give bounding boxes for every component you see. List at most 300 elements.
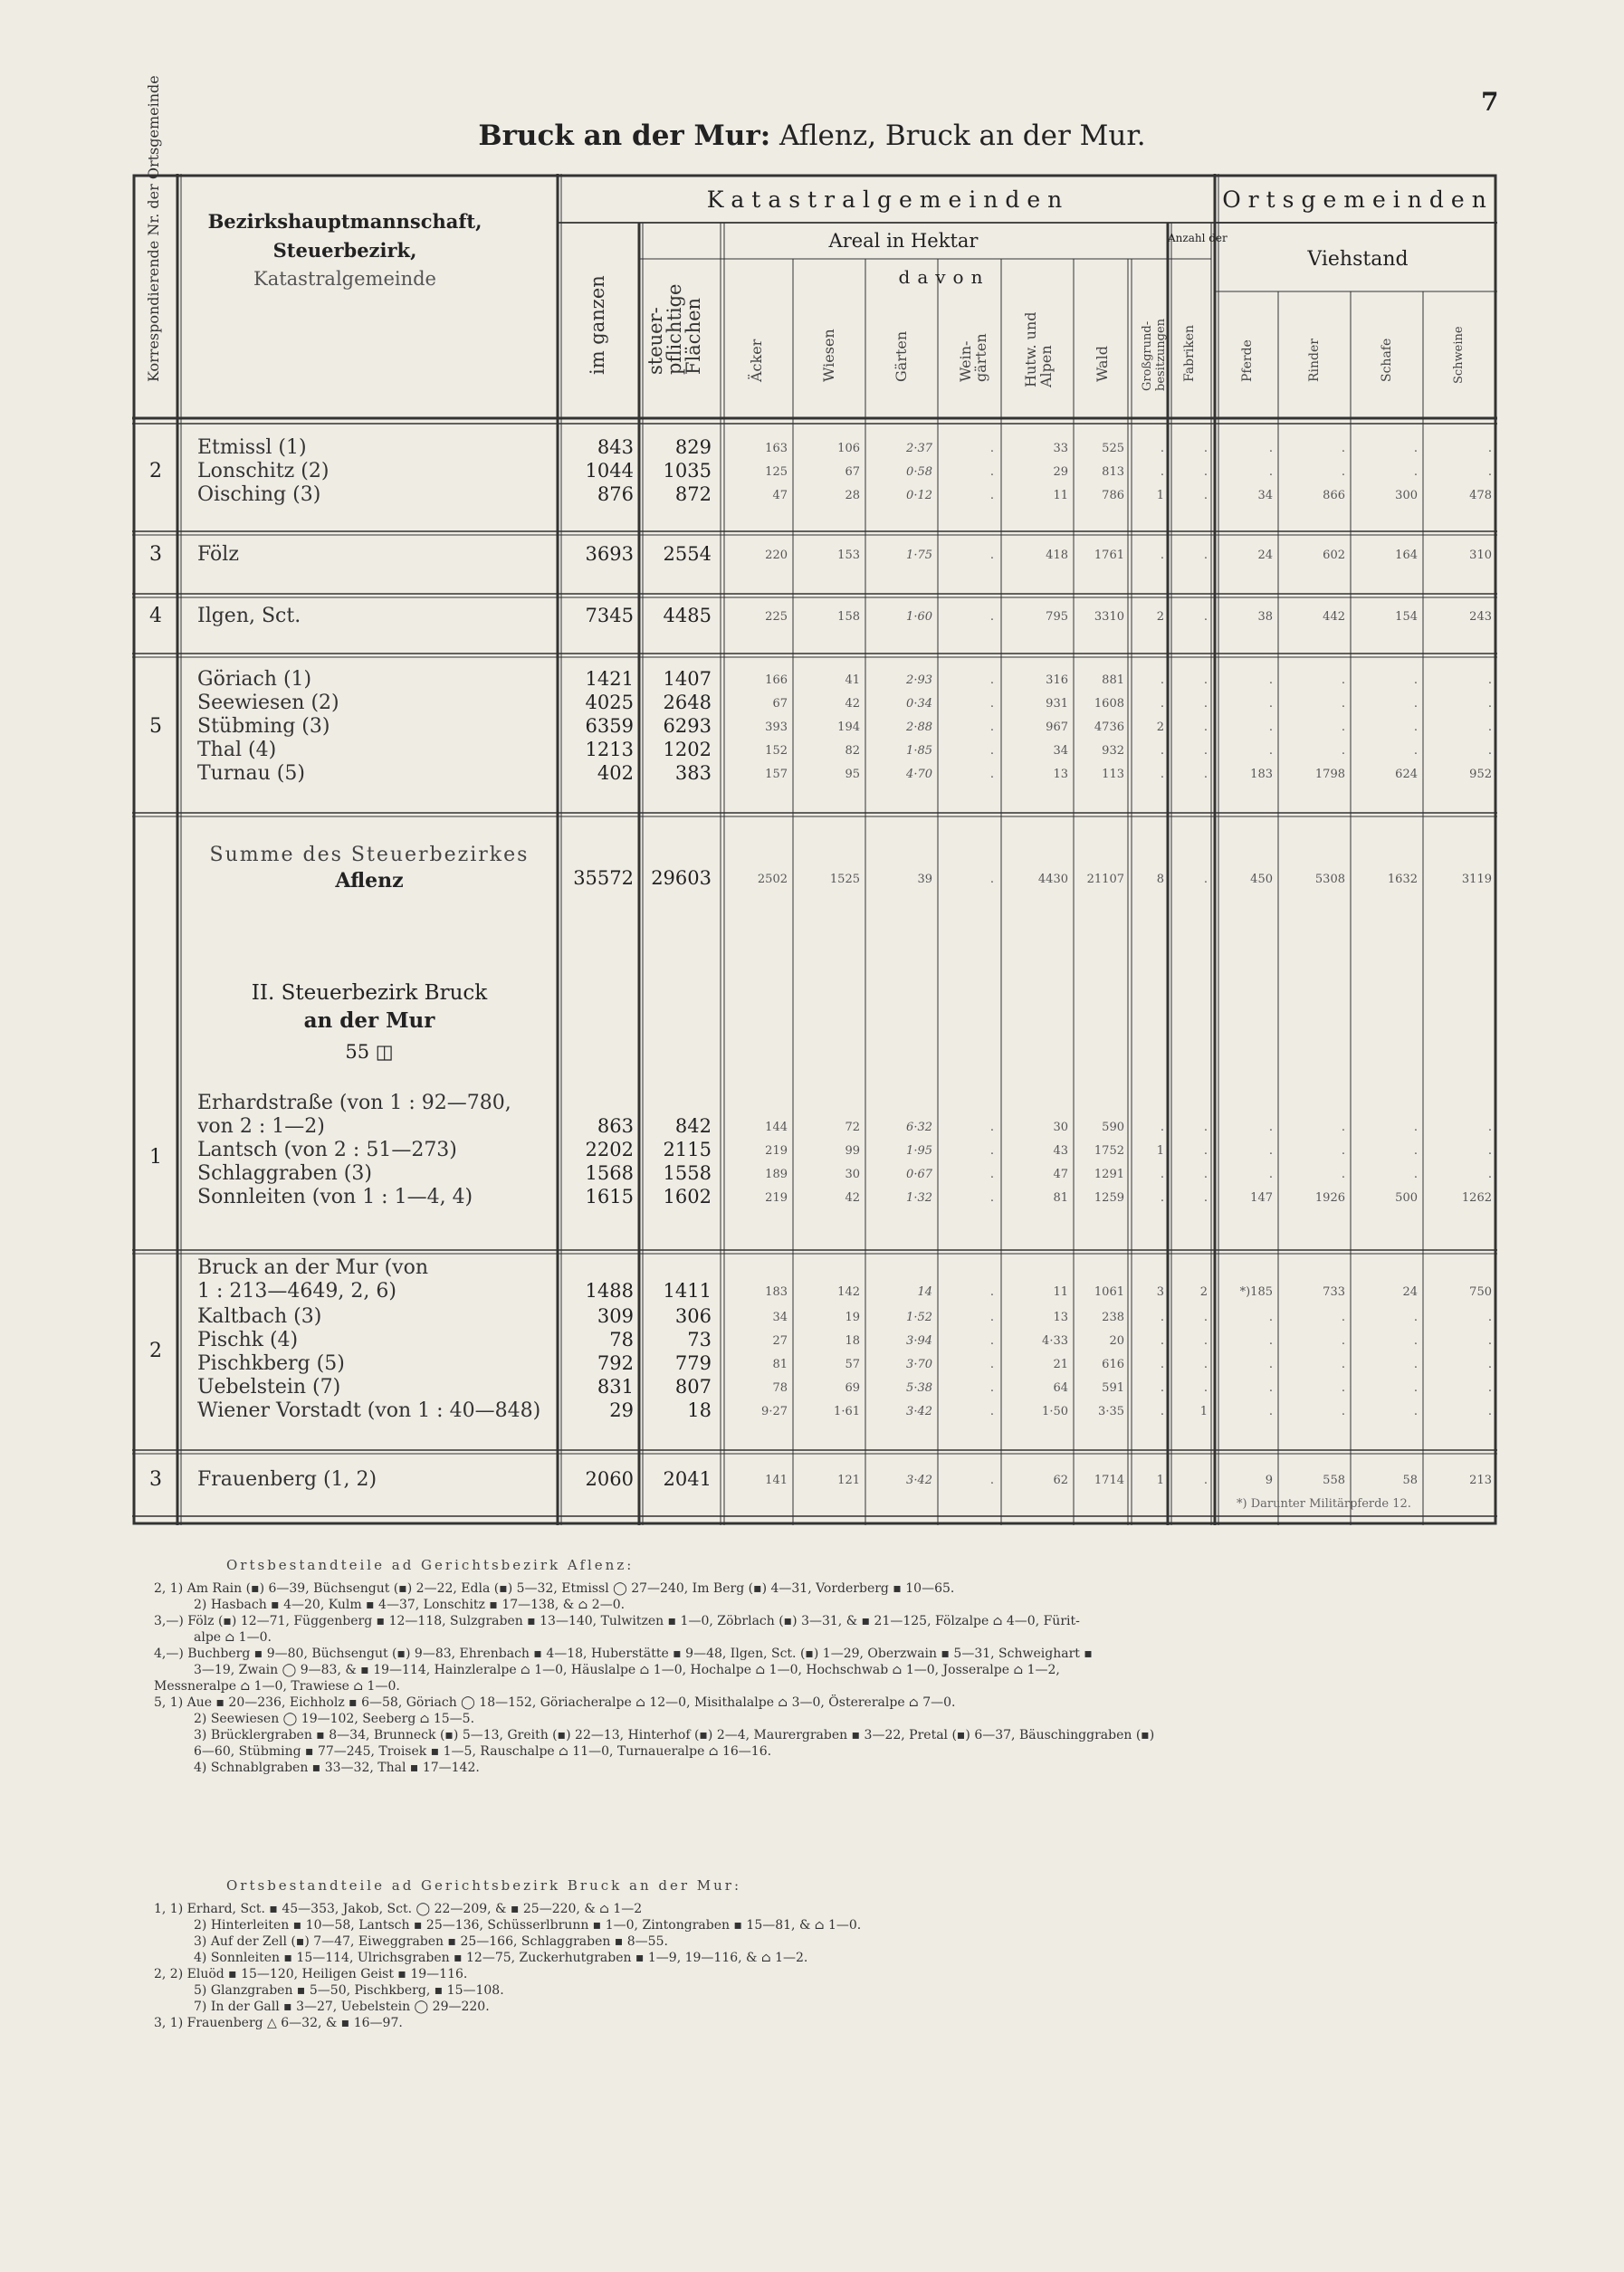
- table-cell: 306: [674, 1305, 712, 1327]
- table-cell: 1: [1156, 489, 1164, 502]
- table-cell: 2: [1156, 721, 1164, 734]
- table-cell: 9: [1265, 1474, 1273, 1487]
- summe-cell: 29603: [651, 867, 712, 889]
- col-header-fabriken: Fabriken: [1182, 324, 1197, 382]
- row-number: 3: [149, 1468, 162, 1491]
- table-cell: .: [1413, 1405, 1418, 1418]
- row-name: Erhardstraße (von 1 : 92—780,: [197, 1092, 511, 1114]
- table-cell: 2202: [585, 1139, 634, 1160]
- table-cell: 1558: [663, 1162, 712, 1184]
- table-cell: .: [1268, 697, 1273, 711]
- table-cell: 393: [765, 721, 788, 734]
- table-cell: .: [1413, 697, 1418, 711]
- table-cell: .: [1413, 1121, 1418, 1134]
- table-cell: 1·32: [906, 1191, 932, 1205]
- table-cell: 2648: [663, 692, 712, 713]
- table-cell: 34: [1257, 489, 1273, 502]
- row-name: Wiener Vorstadt (von 1 : 40—848): [197, 1399, 541, 1422]
- note-line: 2) Hasbach ▪ 4—20, Kulm ▪ 4—37, Lonschitz ▪ 17—138, & ⌂ 2—0.: [194, 1598, 626, 1612]
- table-cell: 3·70: [906, 1358, 932, 1371]
- row-name: 1 : 213—4649, 2, 6): [197, 1280, 396, 1303]
- summe-cell: .: [989, 873, 994, 886]
- table-cell: .: [989, 697, 994, 711]
- table-cell: .: [989, 721, 994, 734]
- table-cell: .: [1160, 465, 1164, 479]
- table-cell: 0·12: [906, 489, 932, 502]
- row-name: Ilgen, Sct.: [197, 605, 301, 627]
- row-name: Göriach (1): [197, 668, 312, 691]
- table-cell: 21: [1053, 1358, 1068, 1371]
- row-name: Etmissl (1): [197, 436, 307, 459]
- note-line: 1, 1) Erhard, Sct. ▪ 45—353, Jakob, Sct. ◯ 22—209, & ▪ 25—220, & ⌂ 1—2: [154, 1902, 643, 1916]
- table-cell: .: [1203, 1191, 1208, 1205]
- table-cell: 41: [845, 673, 860, 687]
- table-cell: .: [1203, 442, 1208, 455]
- table-cell: .: [1487, 697, 1492, 711]
- table-cell: 6293: [663, 715, 712, 737]
- table-cell: 1291: [1094, 1168, 1124, 1181]
- table-cell: .: [1487, 1405, 1492, 1418]
- table-cell: .: [1203, 465, 1208, 479]
- table-cell: .: [989, 1474, 994, 1487]
- table-cell: 14: [917, 1285, 932, 1299]
- summe-cell: 8: [1156, 873, 1164, 886]
- table-cell: .: [1268, 1311, 1273, 1324]
- table-cell: 1202: [663, 739, 712, 760]
- table-cell: 807: [674, 1376, 712, 1398]
- note-line: 2, 1) Am Rain (▪) 6—39, Büchsengut (▪) 2—22, Edla (▪) 5—32, Etmissl ◯ 27—240, Im Berg (▪) 4—31, Vorderberg ▪ 10—65.: [154, 1581, 955, 1596]
- table-cell: 876: [597, 483, 634, 505]
- table-cell: 11: [1053, 1285, 1068, 1299]
- table-cell: 1714: [1094, 1474, 1124, 1487]
- table-cell: .: [1413, 1168, 1418, 1181]
- table-cell: .: [1203, 744, 1208, 758]
- header-anzahl: Anzahl der: [1168, 232, 1228, 244]
- table-cell: 166: [765, 673, 788, 687]
- table-cell: .: [989, 1191, 994, 1205]
- table-cell: 142: [837, 1285, 860, 1299]
- table-cell: .: [1268, 1168, 1273, 1181]
- table-cell: 147: [1250, 1191, 1273, 1205]
- table-cell: 558: [1323, 1474, 1345, 1487]
- table-cell: .: [1413, 1311, 1418, 1324]
- table-cell: 750: [1469, 1285, 1492, 1299]
- note-line: 5, 1) Aue ▪ 20—236, Eichholz ▪ 6—58, Göriach ◯ 18—152, Göriacheralpe ⌂ 12—0, Misithalalpe ⌂ 3—0, Östereralpe ⌂ 7—0.: [154, 1695, 956, 1710]
- table-cell: 829: [674, 436, 712, 458]
- table-cell: .: [1203, 1144, 1208, 1158]
- table-cell: 141: [765, 1474, 788, 1487]
- table-cell: .: [1341, 1311, 1345, 1324]
- header-bezirk-line2: Steuerbezirk,: [272, 239, 417, 262]
- table-cell: 1259: [1094, 1191, 1124, 1205]
- table-cell: .: [1487, 1311, 1492, 1324]
- table-cell: .: [1487, 465, 1492, 479]
- table-cell: 29: [609, 1399, 634, 1421]
- row-name: Frauenberg (1, 2): [197, 1468, 377, 1491]
- table-cell: 11: [1053, 489, 1068, 502]
- table-cell: 2·37: [906, 442, 932, 455]
- table-cell: 64: [1053, 1381, 1068, 1395]
- footnote: *) Darunter Militärpferde 12.: [1237, 1497, 1411, 1511]
- table-cell: 78: [772, 1381, 788, 1395]
- row-name: Sonnleiten (von 1 : 1—4, 4): [197, 1186, 473, 1208]
- table-cell: 18: [845, 1334, 860, 1348]
- table-cell: 2060: [585, 1468, 634, 1490]
- summe-cell: .: [1203, 873, 1208, 886]
- table-cell: .: [989, 1311, 994, 1324]
- notes-bruck-lines: [154, 1901, 1494, 2031]
- table-cell: .: [1203, 1311, 1208, 1324]
- table-cell: .: [1413, 1381, 1418, 1395]
- table-cell: 213: [1469, 1474, 1492, 1487]
- table-cell: .: [1268, 465, 1273, 479]
- col-header-wald: Wald: [1094, 346, 1111, 382]
- table-cell: 0·58: [906, 465, 932, 479]
- table-cell: .: [1160, 1168, 1164, 1181]
- header-bezirk-line3: Katastralgemeinde: [253, 268, 436, 290]
- table-cell: 0·67: [906, 1168, 932, 1181]
- header-areal: Areal in Hektar: [828, 230, 979, 252]
- table-cell: 1: [1199, 1405, 1208, 1418]
- table-cell: 786: [1102, 489, 1124, 502]
- table-cell: 813: [1102, 465, 1124, 479]
- table-cell: 1·50: [1042, 1405, 1068, 1418]
- table-cell: .: [989, 1285, 994, 1299]
- header-viehstand: Viehstand: [1307, 248, 1409, 271]
- table-cell: .: [1341, 1144, 1345, 1158]
- note-line: 2, 2) Eluöd ▪ 15—120, Heiligen Geist ▪ 19—116.: [154, 1967, 468, 1981]
- table-cell: 194: [837, 721, 860, 734]
- row-name: Pischkberg (5): [197, 1352, 345, 1375]
- table-cell: 6359: [585, 715, 634, 737]
- table-cell: 2041: [663, 1468, 712, 1490]
- table-cell: 4485: [663, 605, 712, 626]
- table-cell: .: [1341, 744, 1345, 758]
- table-cell: .: [1203, 489, 1208, 502]
- col-header-pferde: Pferde: [1240, 339, 1255, 382]
- table-cell: 125: [765, 465, 788, 479]
- table-cell: 24: [1257, 549, 1273, 562]
- table-cell: 34: [772, 1311, 788, 1324]
- note-line: 7) In der Gall ▪ 3—27, Uebelstein ◯ 29—220.: [194, 2000, 490, 2014]
- table-cell: 402: [597, 762, 634, 784]
- table-cell: 183: [765, 1285, 788, 1299]
- table-cell: 1752: [1094, 1144, 1124, 1158]
- bruck-header-line3: 55 ◫: [345, 1041, 394, 1063]
- summe-line2: Aflenz: [335, 869, 404, 893]
- table-cell: .: [989, 1334, 994, 1348]
- table-cell: 27: [772, 1334, 788, 1348]
- summe-cell: 450: [1250, 873, 1273, 886]
- table-cell: 1411: [663, 1280, 712, 1302]
- col-header-steuerpflichtig: steuer-pflichtige Flächen: [645, 283, 704, 375]
- table-cell: 624: [1395, 768, 1418, 781]
- table-cell: 616: [1102, 1358, 1124, 1371]
- table-cell: 1·61: [834, 1405, 860, 1418]
- table-cell: 220: [765, 549, 788, 562]
- table-cell: .: [1268, 1144, 1273, 1158]
- row-name: Fölz: [197, 543, 239, 566]
- table-cell: 5·38: [906, 1381, 932, 1395]
- table-cell: 3·35: [1098, 1405, 1124, 1418]
- table-cell: .: [1160, 1381, 1164, 1395]
- table-cell: 3·94: [906, 1334, 932, 1348]
- table-cell: 3693: [585, 543, 634, 565]
- table-cell: 779: [674, 1352, 712, 1374]
- table-cell: 1·75: [906, 549, 932, 562]
- table-cell: .: [1203, 1168, 1208, 1181]
- table-cell: 219: [765, 1144, 788, 1158]
- table-cell: .: [1160, 1191, 1164, 1205]
- table-cell: 106: [837, 442, 860, 455]
- table-cell: 3·42: [906, 1405, 932, 1418]
- table-cell: .: [1203, 768, 1208, 781]
- row-name: Stübming (3): [197, 715, 330, 738]
- table-cell: .: [1341, 1381, 1345, 1395]
- table-cell: .: [1268, 1358, 1273, 1371]
- table-cell: 3310: [1094, 610, 1124, 624]
- table-cell: 28: [845, 489, 860, 502]
- table-cell: .: [1203, 549, 1208, 562]
- row-name: Seewiesen (2): [197, 692, 339, 714]
- table-cell: 795: [1046, 610, 1068, 624]
- table-cell: .: [1160, 549, 1164, 562]
- row-name: Pischk (4): [197, 1329, 299, 1351]
- table-cell: .: [1341, 442, 1345, 455]
- row-name: von 2 : 1—2): [197, 1115, 325, 1138]
- note-line: 3) Brücklergraben ▪ 8—34, Brunneck (▪) 5—13, Greith (▪) 22—13, Hinterhof (▪) 2—4, Maurergraben ▪ 3—22, Pretal (▪) 6—37, Bäuschinggraben (▪): [194, 1728, 1155, 1742]
- table-cell: 121: [837, 1474, 860, 1487]
- table-cell: 1798: [1314, 768, 1345, 781]
- table-cell: .: [1413, 465, 1418, 479]
- table-cell: .: [1487, 1334, 1492, 1348]
- table-cell: 1602: [663, 1186, 712, 1208]
- table-cell: 42: [845, 1191, 860, 1205]
- table-cell: .: [1160, 1334, 1164, 1348]
- summe-line1: Summe des Steuerbezirkes: [209, 844, 530, 866]
- page-title-rest: Aflenz, Bruck an der Mur.: [779, 119, 1146, 152]
- table-cell: .: [1268, 673, 1273, 687]
- table-cell: 842: [674, 1115, 712, 1137]
- note-line: Messneralpe ⌂ 1—0, Trawiese ⌂ 1—0.: [154, 1679, 400, 1694]
- table-cell: .: [1413, 442, 1418, 455]
- row-name: Bruck an der Mur (von: [197, 1256, 429, 1279]
- row-name: Lonschitz (2): [197, 460, 330, 482]
- table-cell: 843: [597, 436, 634, 458]
- table-cell: 1568: [585, 1162, 634, 1184]
- summe-cell: 4430: [1037, 873, 1068, 886]
- table-cell: 95: [845, 768, 860, 781]
- summe-cell: 5308: [1314, 873, 1345, 886]
- note-line: 6—60, Stübming ▪ 77—245, Troisek ▪ 1—5, Rauschalpe ⌂ 11—0, Turnaueralpe ⌂ 16—16.: [194, 1744, 772, 1759]
- table-cell: .: [989, 1405, 994, 1418]
- table-cell: 20: [1109, 1334, 1124, 1348]
- table-cell: .: [1160, 1121, 1164, 1134]
- table-cell: .: [1268, 721, 1273, 734]
- col-header-im-ganzen: im ganzen: [587, 275, 608, 375]
- summe-cell: 1632: [1387, 873, 1418, 886]
- table-cell: 2554: [663, 543, 712, 565]
- table-cell: .: [1203, 697, 1208, 711]
- table-cell: 602: [1323, 549, 1345, 562]
- table-cell: 2: [1156, 610, 1164, 624]
- table-cell: .: [1268, 1381, 1273, 1395]
- table-cell: .: [1203, 1474, 1208, 1487]
- note-line: 2) Seewiesen ◯ 19—102, Seeberg ⌂ 15—5.: [194, 1712, 475, 1726]
- table-cell: .: [989, 1168, 994, 1181]
- col-header-schafe: Schafe: [1380, 338, 1394, 382]
- row-name: Uebelstein (7): [197, 1376, 341, 1399]
- table-cell: .: [1341, 1121, 1345, 1134]
- note-line: 4) Schnablgraben ▪ 33—32, Thal ▪ 17—142.: [194, 1761, 480, 1775]
- table-cell: 500: [1395, 1191, 1418, 1205]
- table-cell: 33: [1053, 442, 1068, 455]
- table-cell: 881: [1102, 673, 1124, 687]
- table-cell: 591: [1102, 1381, 1124, 1395]
- table-cell: .: [1487, 1144, 1492, 1158]
- table-cell: 42: [845, 697, 860, 711]
- table-cell: 1: [1156, 1474, 1164, 1487]
- table-cell: .: [989, 1381, 994, 1395]
- table-cell: 18: [687, 1399, 712, 1421]
- row-name: Thal (4): [197, 739, 277, 761]
- table-cell: 164: [1395, 549, 1418, 562]
- table-cell: 590: [1102, 1121, 1124, 1134]
- table-cell: .: [1413, 744, 1418, 758]
- row-name: Turnau (5): [197, 762, 305, 785]
- col-header-wiesen: Wiesen: [820, 329, 837, 382]
- table-cell: 238: [1102, 1311, 1124, 1324]
- header-bezirk-line1: Bezirkshauptmannschaft,: [207, 210, 482, 233]
- table-cell: 952: [1469, 768, 1492, 781]
- col-header-gaerten: Gärten: [893, 330, 910, 382]
- table-cell: 383: [674, 762, 712, 784]
- table-cell: 1608: [1094, 697, 1124, 711]
- table-cell: .: [1341, 697, 1345, 711]
- table-cell: 81: [1053, 1191, 1068, 1205]
- table-cell: 30: [845, 1168, 860, 1181]
- table-cell: 932: [1102, 744, 1124, 758]
- table-cell: 99: [845, 1144, 860, 1158]
- table-cell: .: [1203, 1121, 1208, 1134]
- page-title: [0, 119, 1624, 152]
- summe-cell: 21107: [1086, 873, 1124, 886]
- table-cell: 300: [1395, 489, 1418, 502]
- table-cell: 219: [765, 1191, 788, 1205]
- notes-aflenz: [154, 1557, 1494, 1776]
- table-cell: 158: [837, 610, 860, 624]
- table-cell: 1·95: [906, 1144, 932, 1158]
- summe-cell: 3119: [1461, 873, 1492, 886]
- note-line: 3—19, Zwain ◯ 9—83, & ▪ 19—114, Hainzleralpe ⌂ 1—0, Häuslalpe ⌂ 1—0, Hochalpe ⌂ 1—0, Hochschwab ⌂ 1—0, Josseralpe ⌂ 1—2,: [194, 1663, 1060, 1677]
- note-line: 3, 1) Frauenberg △ 6—32, & ▪ 16—97.: [154, 2016, 403, 2030]
- table-cell: 144: [765, 1121, 788, 1134]
- table-cell: 113: [1102, 768, 1124, 781]
- table-cell: .: [989, 1121, 994, 1134]
- table-cell: *)185: [1239, 1285, 1273, 1299]
- notes-bruck-title: Ortsbestandteile ad Gerichtsbezirk Bruck an der Mur:: [226, 1877, 742, 1894]
- table-cell: 525: [1102, 442, 1124, 455]
- table-cell: 4·70: [906, 768, 932, 781]
- table-cell: .: [1341, 1405, 1345, 1418]
- table-cell: 163: [765, 442, 788, 455]
- table-cell: 863: [597, 1115, 634, 1137]
- table-cell: 152: [765, 744, 788, 758]
- table-cell: .: [1341, 1334, 1345, 1348]
- table-cell: .: [1487, 721, 1492, 734]
- page-title-bold: Bruck an der Mur:: [478, 119, 771, 152]
- header-davon: davon: [898, 266, 990, 288]
- note-line: 4,—) Buchberg ▪ 9—80, Büchsengut (▪) 9—83, Ehrenbach ▪ 4—18, Huberstätte ▪ 9—48, Ilgen, Sct. (▪) 1—29, Oberzwain ▪ 5—31, Schweighart ▪: [154, 1647, 1093, 1661]
- table-cell: 442: [1323, 610, 1345, 624]
- table-cell: 2115: [663, 1139, 712, 1160]
- table-cell: 1926: [1314, 1191, 1345, 1205]
- table-cell: 67: [845, 465, 860, 479]
- table-cell: .: [1160, 673, 1164, 687]
- table-cell: .: [1487, 673, 1492, 687]
- table-cell: .: [989, 768, 994, 781]
- table-cell: .: [1487, 1168, 1492, 1181]
- notes-aflenz-title: Ortsbestandteile ad Gerichtsbezirk Aflenz:: [226, 1557, 635, 1573]
- table-cell: 967: [1046, 721, 1068, 734]
- col-header-weingaerten: Wein-gärten: [957, 333, 989, 382]
- table-cell: 831: [597, 1376, 634, 1398]
- table-cell: 310: [1469, 549, 1492, 562]
- col-header-rinder: Rinder: [1307, 339, 1322, 382]
- table-cell: 6·32: [906, 1121, 932, 1134]
- table-cell: .: [1160, 744, 1164, 758]
- row-number: 4: [149, 605, 162, 627]
- table-cell: .: [1413, 1334, 1418, 1348]
- table-cell: 82: [845, 744, 860, 758]
- table-cell: 1044: [585, 460, 634, 482]
- table-cell: .: [989, 465, 994, 479]
- col-header-schweine: Schweine: [1452, 326, 1466, 384]
- note-line: 4) Sonnleiten ▪ 15—114, Ulrichsgraben ▪ 12—75, Zuckerhutgraben ▪ 1—9, 19—116, & ⌂ 1—2.: [194, 1951, 808, 1965]
- table-cell: .: [1203, 721, 1208, 734]
- row-name: Schlaggraben (3): [197, 1162, 372, 1185]
- table-cell: .: [1160, 1311, 1164, 1324]
- table-cell: .: [989, 1358, 994, 1371]
- table-cell: 478: [1469, 489, 1492, 502]
- table-cell: .: [1268, 1405, 1273, 1418]
- table-cell: .: [1487, 1121, 1492, 1134]
- table-cell: 1035: [663, 460, 712, 482]
- table-cell: .: [1487, 1358, 1492, 1371]
- table-cell: 1·60: [906, 610, 932, 624]
- table-cell: 13: [1053, 768, 1068, 781]
- table-cell: 418: [1046, 549, 1068, 562]
- table-cell: .: [1160, 697, 1164, 711]
- table-cell: 73: [687, 1329, 712, 1351]
- note-line: 3,—) Fölz (▪) 12—71, Függenberg ▪ 12—118, Sulzgraben ▪ 13—140, Tulwitzen ▪ 1—0, Zöbrlach (▪) 3—31, & ▪ 21—125, Fölzalpe ⌂ 4—0, Fürit-: [154, 1614, 1080, 1628]
- table-cell: 47: [1053, 1168, 1068, 1181]
- table-cell: 225: [765, 610, 788, 624]
- notes-bruck: [154, 1877, 1494, 2031]
- table-cell: 931: [1046, 697, 1068, 711]
- table-cell: .: [989, 549, 994, 562]
- table-cell: 1488: [585, 1280, 634, 1302]
- table-cell: 1421: [585, 668, 634, 690]
- table-cell: .: [1203, 673, 1208, 687]
- table-cell: 58: [1402, 1474, 1418, 1487]
- row-name: Lantsch (von 2 : 51—273): [197, 1139, 457, 1161]
- table-cell: 62: [1053, 1474, 1068, 1487]
- table-cell: .: [989, 1144, 994, 1158]
- table-cell: 243: [1469, 610, 1492, 624]
- table-cell: 2·93: [906, 673, 932, 687]
- table-cell: 29: [1053, 465, 1068, 479]
